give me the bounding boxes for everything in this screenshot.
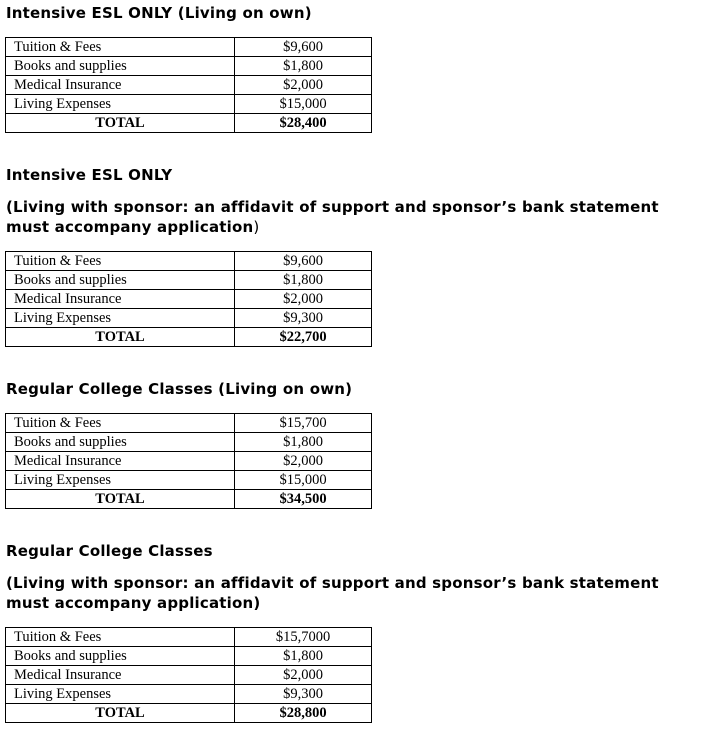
section-3-title: Regular College Classes (Living on own): [6, 380, 353, 398]
row-amount: $2,000: [235, 290, 372, 309]
row-label: Tuition & Fees: [6, 252, 235, 271]
row-amount: $9,300: [235, 309, 372, 328]
section-4-cost-table: [5, 627, 372, 723]
row-amount: $1,800: [235, 433, 372, 452]
row-label: Books and supplies: [6, 271, 235, 290]
section-1-title: Intensive ESL ONLY (Living on own): [6, 4, 312, 22]
table-row: [6, 414, 372, 433]
table-row: [6, 252, 372, 271]
row-label: Medical Insurance: [6, 452, 235, 471]
table-row: [6, 38, 372, 57]
row-amount: $1,800: [235, 647, 372, 666]
table-row: [6, 309, 372, 328]
table-row: [6, 666, 372, 685]
row-amount: $1,800: [235, 57, 372, 76]
row-amount: $15,700: [235, 414, 372, 433]
section-2-note-close: ): [253, 218, 260, 236]
row-amount: $2,000: [235, 452, 372, 471]
total-amount: $34,500: [235, 490, 372, 509]
total-amount: $28,800: [235, 704, 372, 723]
row-amount: $2,000: [235, 666, 372, 685]
table-row: [6, 271, 372, 290]
row-label: Books and supplies: [6, 433, 235, 452]
section-2-note-text: (Living with sponsor: an affidavit of support and sponsor’s bank statement must accompany application: [6, 198, 659, 236]
row-amount: $2,000: [235, 76, 372, 95]
total-label: TOTAL: [6, 490, 235, 509]
table-row: [6, 290, 372, 309]
section-1-cost-table: [5, 37, 372, 133]
table-row: [6, 452, 372, 471]
table-row: [6, 76, 372, 95]
section-2-title: Intensive ESL ONLY: [6, 166, 173, 184]
table-row: [6, 95, 372, 114]
total-row: [6, 490, 372, 509]
table-row: [6, 433, 372, 452]
total-row: [6, 328, 372, 347]
row-label: Living Expenses: [6, 309, 235, 328]
total-row: [6, 704, 372, 723]
section-4-note: (Living with sponsor: an affidavit of support and sponsor’s bank statement must accompany application): [6, 574, 659, 612]
row-label: Books and supplies: [6, 57, 235, 76]
total-label: TOTAL: [6, 114, 235, 133]
section-2-note: [6, 197, 706, 237]
row-label: Medical Insurance: [6, 76, 235, 95]
total-amount: $28,400: [235, 114, 372, 133]
row-label: Living Expenses: [6, 471, 235, 490]
table-row: [6, 628, 372, 647]
row-label: Tuition & Fees: [6, 628, 235, 647]
row-amount: $1,800: [235, 271, 372, 290]
total-amount: $22,700: [235, 328, 372, 347]
row-label: Books and supplies: [6, 647, 235, 666]
section-2-cost-table: [5, 251, 372, 347]
row-label: Living Expenses: [6, 685, 235, 704]
row-amount: $15,000: [235, 471, 372, 490]
table-row: [6, 57, 372, 76]
row-amount: $9,600: [235, 252, 372, 271]
table-row: [6, 647, 372, 666]
row-label: Tuition & Fees: [6, 38, 235, 57]
row-label: Tuition & Fees: [6, 414, 235, 433]
table-row: [6, 685, 372, 704]
row-amount: $15,7000: [235, 628, 372, 647]
row-label: Living Expenses: [6, 95, 235, 114]
row-label: Medical Insurance: [6, 290, 235, 309]
row-label: Medical Insurance: [6, 666, 235, 685]
total-label: TOTAL: [6, 704, 235, 723]
row-amount: $15,000: [235, 95, 372, 114]
total-row: [6, 114, 372, 133]
table-row: [6, 471, 372, 490]
section-3-cost-table: [5, 413, 372, 509]
total-label: TOTAL: [6, 328, 235, 347]
row-amount: $9,600: [235, 38, 372, 57]
section-4-title: Regular College Classes: [6, 542, 213, 560]
row-amount: $9,300: [235, 685, 372, 704]
